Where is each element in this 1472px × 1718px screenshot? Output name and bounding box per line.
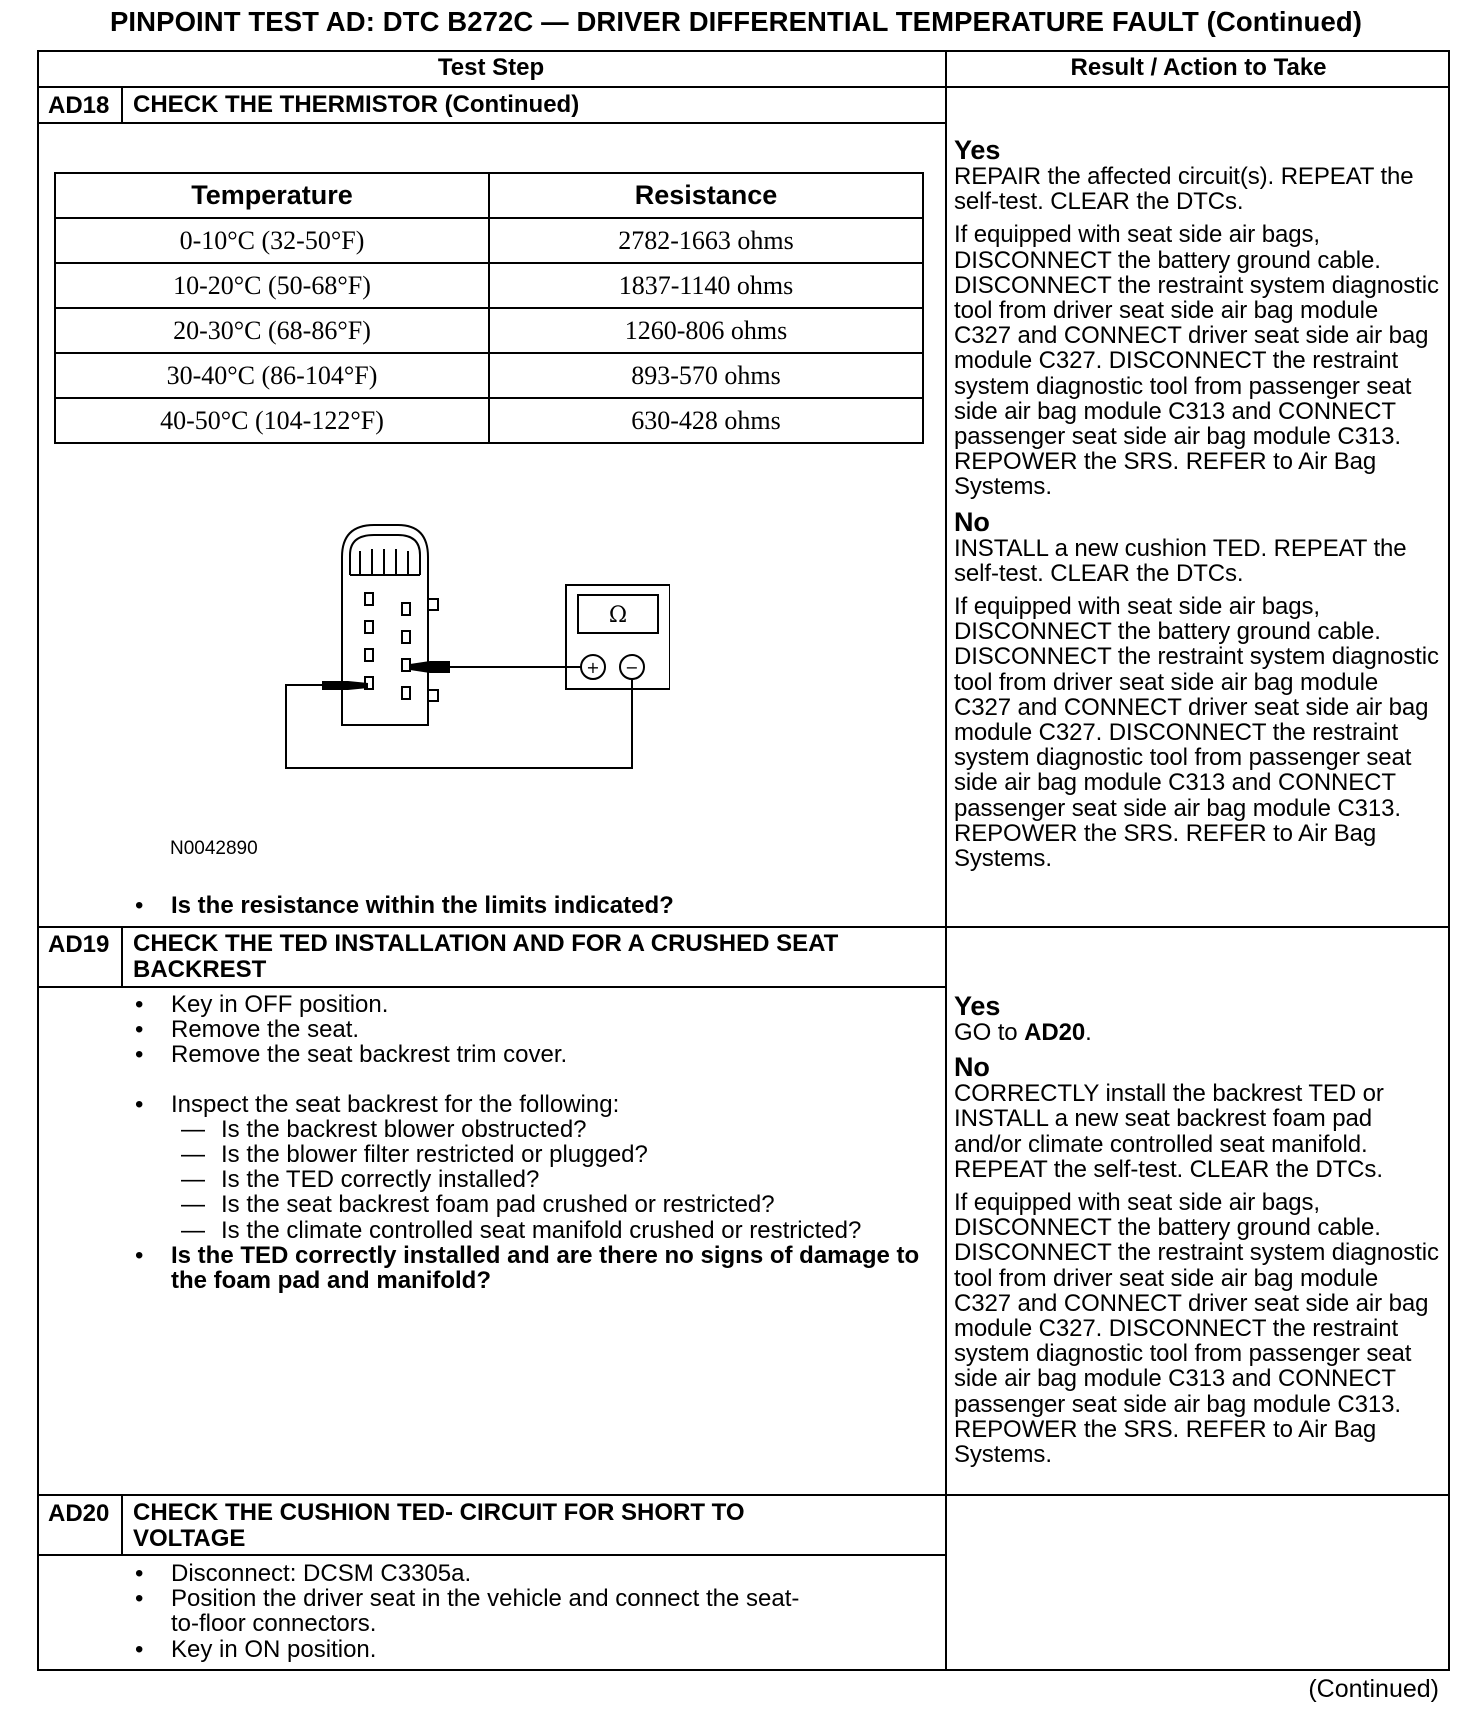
column-header: Temperature	[55, 173, 489, 218]
step-id-ad19: AD19	[48, 931, 110, 958]
list-item: • Remove the seat backrest trim cover.	[135, 1041, 568, 1069]
header-test-step: Test Step	[437, 54, 545, 81]
result-text: GO to AD20.	[954, 1019, 1092, 1046]
list-item: • Position the driver seat in the vehicle and connect the seat-to-floor connectors.	[135, 1585, 800, 1638]
column-divider	[945, 50, 947, 1671]
sub-item: — Is the climate controlled seat manifold crushed or restricted?	[181, 1216, 862, 1244]
continued-label: (Continued)	[1308, 1675, 1439, 1703]
result-text: REPAIR the affected circuit(s). REPEAT the self-test. CLEAR the DTCs.	[954, 163, 1414, 216]
ohm-symbol: Ω	[608, 603, 628, 628]
ohmmeter-body	[566, 585, 670, 689]
step-id-divider	[121, 86, 123, 124]
step-title-ad19: CHECK THE TED INSTALLATION AND FOR A CRUSHED SEAT BACKREST	[133, 930, 839, 983]
header-divider	[37, 86, 1450, 88]
ad20-link[interactable]: AD20	[1024, 1019, 1086, 1046]
ad19-result	[954, 992, 1440, 1475]
figure-id: N0042890	[170, 838, 258, 859]
no-label: No	[954, 1052, 990, 1083]
table-cell: 30-40°C (86-104°F)	[55, 353, 489, 398]
step-title-ad20: CHECK THE CUSHION TED- CIRCUIT FOR SHORT TO VOLTAGE	[133, 1499, 745, 1552]
table-cell: 20-30°C (68-86°F)	[55, 308, 489, 353]
header-result: Result / Action to Take	[1070, 54, 1327, 81]
table-header-row	[55, 173, 923, 218]
step-header-divider	[37, 1554, 947, 1556]
step-header-divider	[37, 122, 947, 124]
list-item: • Key in OFF position.	[135, 991, 389, 1018]
plus-sign: +	[586, 658, 600, 677]
result-note: If equipped with seat side air bags, DISCONNECT the battery ground cable. DISCONNECT the restraint system diagnostic tool from driver seat side air bag module C327 and CONNECT driver seat side air bag module C327. DISCONNECT the restraint system diagnostic tool from passenger seat side air bag module C313 and CONNECT passenger seat side air bag module C313. REPOWER the SRS. REFER to Air Bag Systems.	[954, 1189, 1439, 1469]
resistance-table	[54, 172, 924, 444]
table-cell: 893-570 ohms	[489, 353, 923, 398]
no-label: No	[954, 506, 990, 537]
table-cell: 630-428 ohms	[489, 398, 923, 443]
step-id-ad20: AD20	[48, 1500, 110, 1527]
table-cell: 1260-806 ohms	[489, 308, 923, 353]
table-row	[55, 398, 923, 443]
column-header: Resistance	[489, 173, 923, 218]
sub-item: — Is the seat backrest foam pad crushed or restricted?	[181, 1191, 775, 1219]
yes-label: Yes	[954, 135, 1001, 165]
row-divider	[37, 926, 1450, 928]
step-title-ad18: CHECK THE THERMISTOR (Continued)	[133, 91, 580, 118]
step-id-divider	[121, 926, 123, 986]
table-cell: 40-50°C (104-122°F)	[55, 398, 489, 443]
table-cell: 10-20°C (50-68°F)	[55, 263, 489, 308]
sub-item: — Is the TED correctly installed?	[181, 1166, 540, 1194]
table-cell: 1837-1140 ohms	[489, 263, 923, 308]
page-title: PINPOINT TEST AD: DTC B272C — DRIVER DIFFERENTIAL TEMPERATURE FAULT (Continued)	[109, 6, 1363, 37]
sub-item: — Is the blower filter restricted or plugged?	[181, 1141, 648, 1169]
table-row	[55, 218, 923, 263]
minus-sign: −	[625, 658, 639, 677]
list-item: • Remove the seat.	[135, 1016, 360, 1044]
table-cell: 0-10°C (32-50°F)	[55, 218, 489, 263]
bullet: •	[135, 892, 144, 919]
table-row	[55, 263, 923, 308]
result-note: If equipped with seat side air bags, DISCONNECT the battery ground cable. DISCONNECT the restraint system diagnostic tool from driver seat side air bag module C327 and CONNECT driver seat side air bag module C327. DISCONNECT the restraint system diagnostic tool from passenger seat side air bag module C313 and CONNECT passenger seat side air bag module C313. REPOWER the SRS. REFER to Air Bag Systems.	[954, 593, 1439, 873]
step-id-divider	[121, 1494, 123, 1554]
ad19-steps	[37, 992, 942, 1293]
negative-lead	[286, 679, 632, 768]
sub-item: — Is the backrest blower obstructed?	[181, 1115, 587, 1143]
step-header-divider	[37, 986, 947, 988]
thermistor-test-diagram	[270, 515, 670, 795]
result-note: If equipped with seat side air bags, DISCONNECT the battery ground cable. DISCONNECT the restraint system diagnostic tool from driver seat side air bag module C327 and CONNECT driver seat side air bag module C327. DISCONNECT the restraint system diagnostic tool from passenger seat side air bag module C313 and CONNECT passenger seat side air bag module C313. REPOWER the SRS. REFER to Air Bag Systems.	[954, 221, 1439, 501]
step-id-ad18: AD18	[48, 92, 110, 119]
yes-label: Yes	[954, 991, 1001, 1021]
list-item: • Is the TED correctly installed and are there no signs of damage to the foam pad and manifold?	[135, 1241, 920, 1295]
table-row	[55, 353, 923, 398]
list-item: • Key in ON position.	[135, 1635, 377, 1663]
list-item: • Disconnect: DCSM C3305a.	[135, 1560, 472, 1587]
table-row	[55, 308, 923, 353]
ad20-steps	[37, 1561, 807, 1662]
list-item: • Inspect the seat backrest for the following:	[135, 1090, 620, 1118]
row-divider	[37, 1494, 1450, 1496]
result-text: INSTALL a new cushion TED. REPEAT the self-test. CLEAR the DTCs.	[954, 534, 1407, 587]
table-cell: 2782-1663 ohms	[489, 218, 923, 263]
ad18-result	[954, 136, 1440, 879]
ad18-question: • Is the resistance within the limits indicated?	[135, 892, 674, 919]
result-text: CORRECTLY install the backrest TED or INSTALL a new seat backrest foam pad and/or climate controlled seat manifold. REPEAT the self-test. CLEAR the DTCs.	[954, 1080, 1384, 1183]
